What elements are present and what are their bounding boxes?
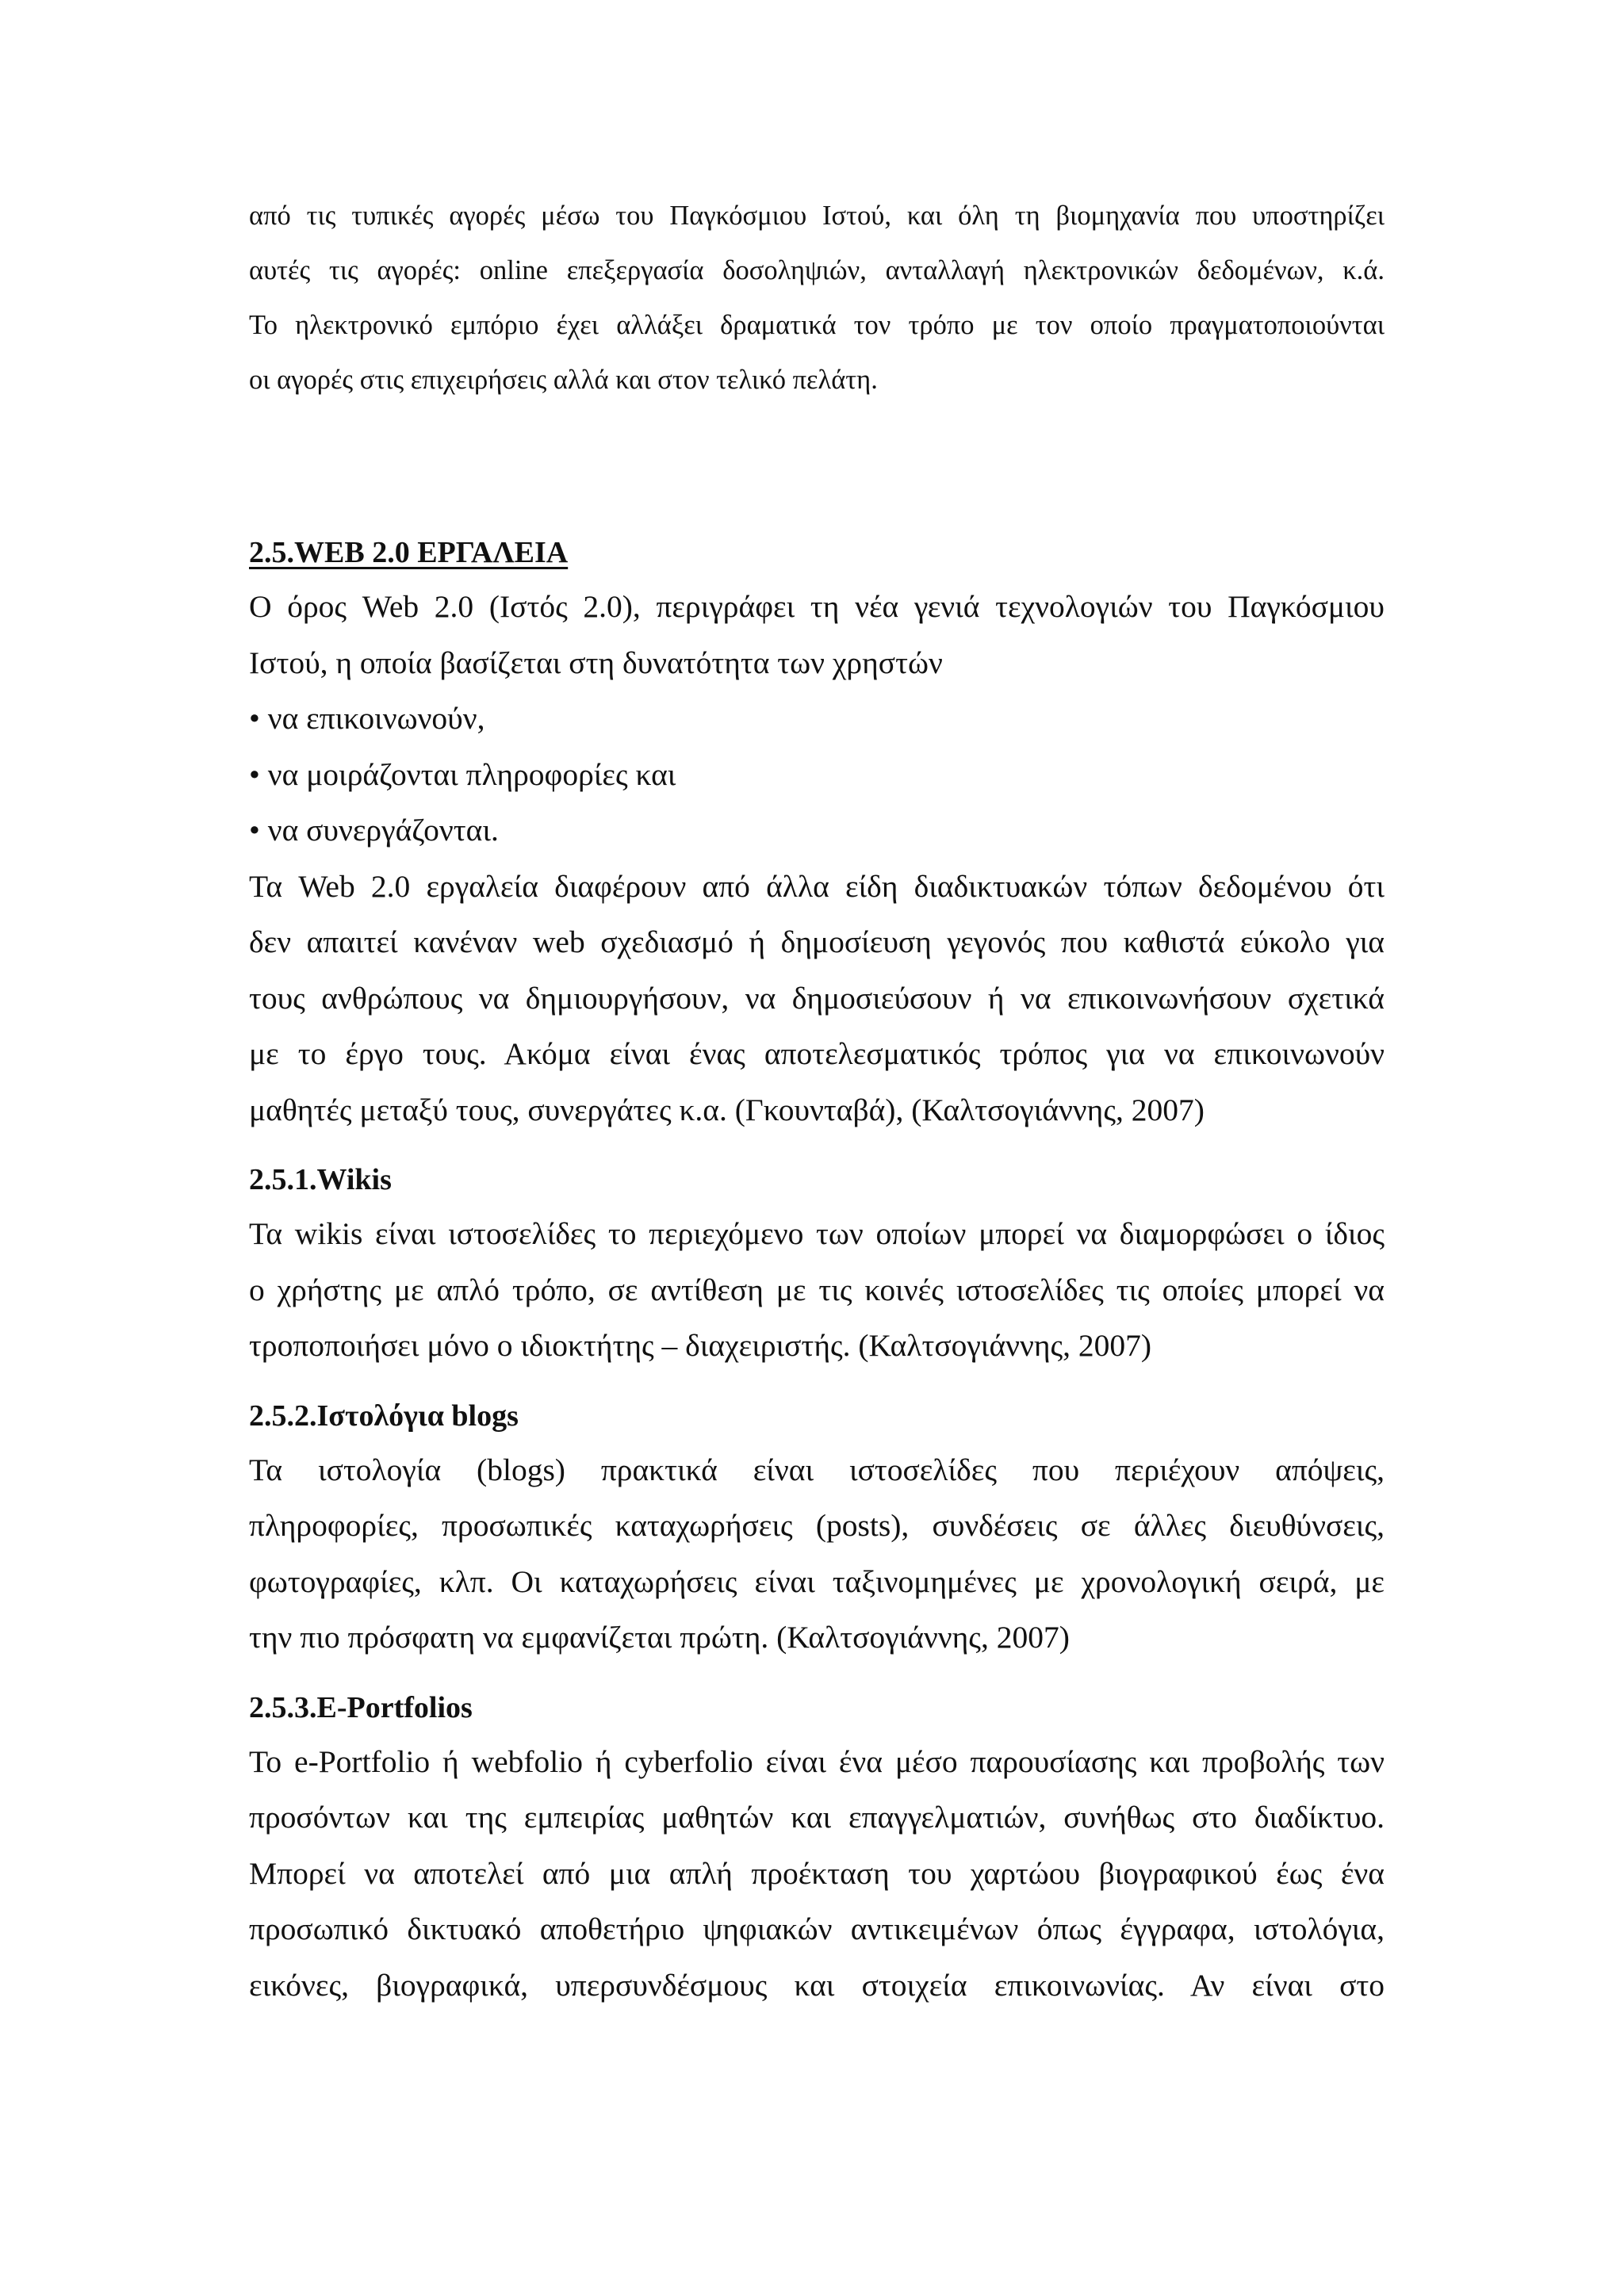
text-line: προσόντων και της εμπειρίας μαθητών και επαγγελματιών, συνήθως στο διαδίκτυο. (249, 1800, 1385, 1835)
text-line: φωτογραφίες, κλπ. Οι καταχωρήσεις είναι ταξινομημένες με χρονολογική σειρά, με (249, 1563, 1385, 1599)
text-line: μαθητές μεταξύ τους, συνεργάτες κ.α. (Γκουνταβά), (Καλτσογιάννης, 2007) (249, 1092, 1205, 1127)
text-line: τροποποιήσει μόνο ο ιδιοκτήτης – διαχειριστής. (Καλτσογιάννης, 2007) (249, 1328, 1152, 1363)
text-line: Τα wikis είναι ιστοσελίδες το περιεχόμενο των οποίων μπορεί να διαμορφώσει ο ίδιος (249, 1216, 1385, 1251)
document-page (249, 189, 1385, 2013)
section-heading: 2.5.2.Ιστολόγια blogs (249, 1399, 519, 1433)
text-line: Το ηλεκτρονικό εμπόριο έχει αλλάξει δραματικά τον τρόπο με τον οποίο πραγματοποιούνται (249, 310, 1385, 340)
section-eportfolios (249, 1682, 1385, 2014)
text-line: από τις τυπικές αγορές μέσω του Παγκόσμιου Ιστού, και όλη τη βιομηχανία που υποστηρίζει (249, 201, 1385, 231)
bullet-item: • να συνεργάζονται. (249, 813, 499, 848)
text-line: προσωπικό δικτυακό αποθετήριο ψηφιακών αντικειμένων όπως έγγραφα, ιστολόγια, (249, 1911, 1385, 1946)
text-line: Το e-Portfolio ή webfolio ή cyberfolio είναι ένα μέσο παρουσίασης και προβολής των (249, 1743, 1385, 1779)
bullet-item: • να μοιράζονται πληροφορίες και (249, 756, 676, 792)
section-web20 (249, 526, 1385, 1138)
intro-paragraph (249, 189, 1385, 408)
text-line: εικόνες, βιογραφικά, υπερσυνδέσμους και στοιχεία επικοινωνίας. Αν είναι στο (249, 1967, 1385, 2003)
text-line: αυτές τις αγορές: online επεξεργασία δοσοληψιών, ανταλλαγή ηλεκτρονικών δεδομένων, κ.ά. (249, 255, 1385, 285)
section-wikis (249, 1154, 1385, 1374)
section-blogs (249, 1390, 1385, 1666)
text-line: Ο όρος Web 2.0 (Ιστός 2.0), περιγράφει τη νέα γενιά τεχνολογιών του Παγκόσμιου (249, 589, 1385, 624)
text-line: την πιο πρόσφατη να εμφανίζεται πρώτη. (Καλτσογιάννης, 2007) (249, 1620, 1070, 1655)
text-line: ο χρήστης με απλό τρόπο, σε αντίθεση με τις κοινές ιστοσελίδες τις οποίες μπορεί να (249, 1272, 1385, 1307)
text-line: Τα ιστολογία (blogs) πρακτικά είναι ιστοσελίδες που περιέχουν απόψεις, (249, 1452, 1385, 1487)
text-line: δεν απαιτεί κανέναν web σχεδιασμό ή δημοσίευση γεγονός που καθιστά εύκολο για (249, 924, 1385, 959)
section-heading: 2.5.1.Wikis (249, 1163, 392, 1196)
text-line: οι αγορές στις επιχειρήσεις αλλά και στον τελικό πελάτη. (249, 365, 878, 395)
text-line: Ιστού, η οποία βασίζεται στη δυνατότητα των χρηστών (249, 645, 943, 680)
section-heading: 2.5.3.E-Portfolios (249, 1690, 473, 1724)
section-heading: 2.5.WEB 2.0 ΕΡΓΑΛΕΙΑ (249, 536, 569, 569)
text-line: Μπορεί να αποτελεί από μια απλή προέκταση του χαρτώου βιογραφικού έως ένα (249, 1855, 1385, 1891)
text-line: με το έργο τους. Ακόμα είναι ένας αποτελεσματικός τρόπος για να επικοινωνούν (249, 1036, 1385, 1071)
text-line: Τα Web 2.0 εργαλεία διαφέρουν από άλλα είδη διαδικτυακών τόπων δεδομένου ότι (249, 868, 1385, 904)
bullet-item: • να επικοινωνούν, (249, 701, 485, 736)
text-line: τους ανθρώπους να δημιουργήσουν, να δημοσιεύσουν ή να επικοινωνήσουν σχετικά (249, 980, 1385, 1016)
text-line: πληροφορίες, προσωπικές καταχωρήσεις (posts), συνδέσεις σε άλλες διευθύνσεις, (249, 1508, 1385, 1543)
